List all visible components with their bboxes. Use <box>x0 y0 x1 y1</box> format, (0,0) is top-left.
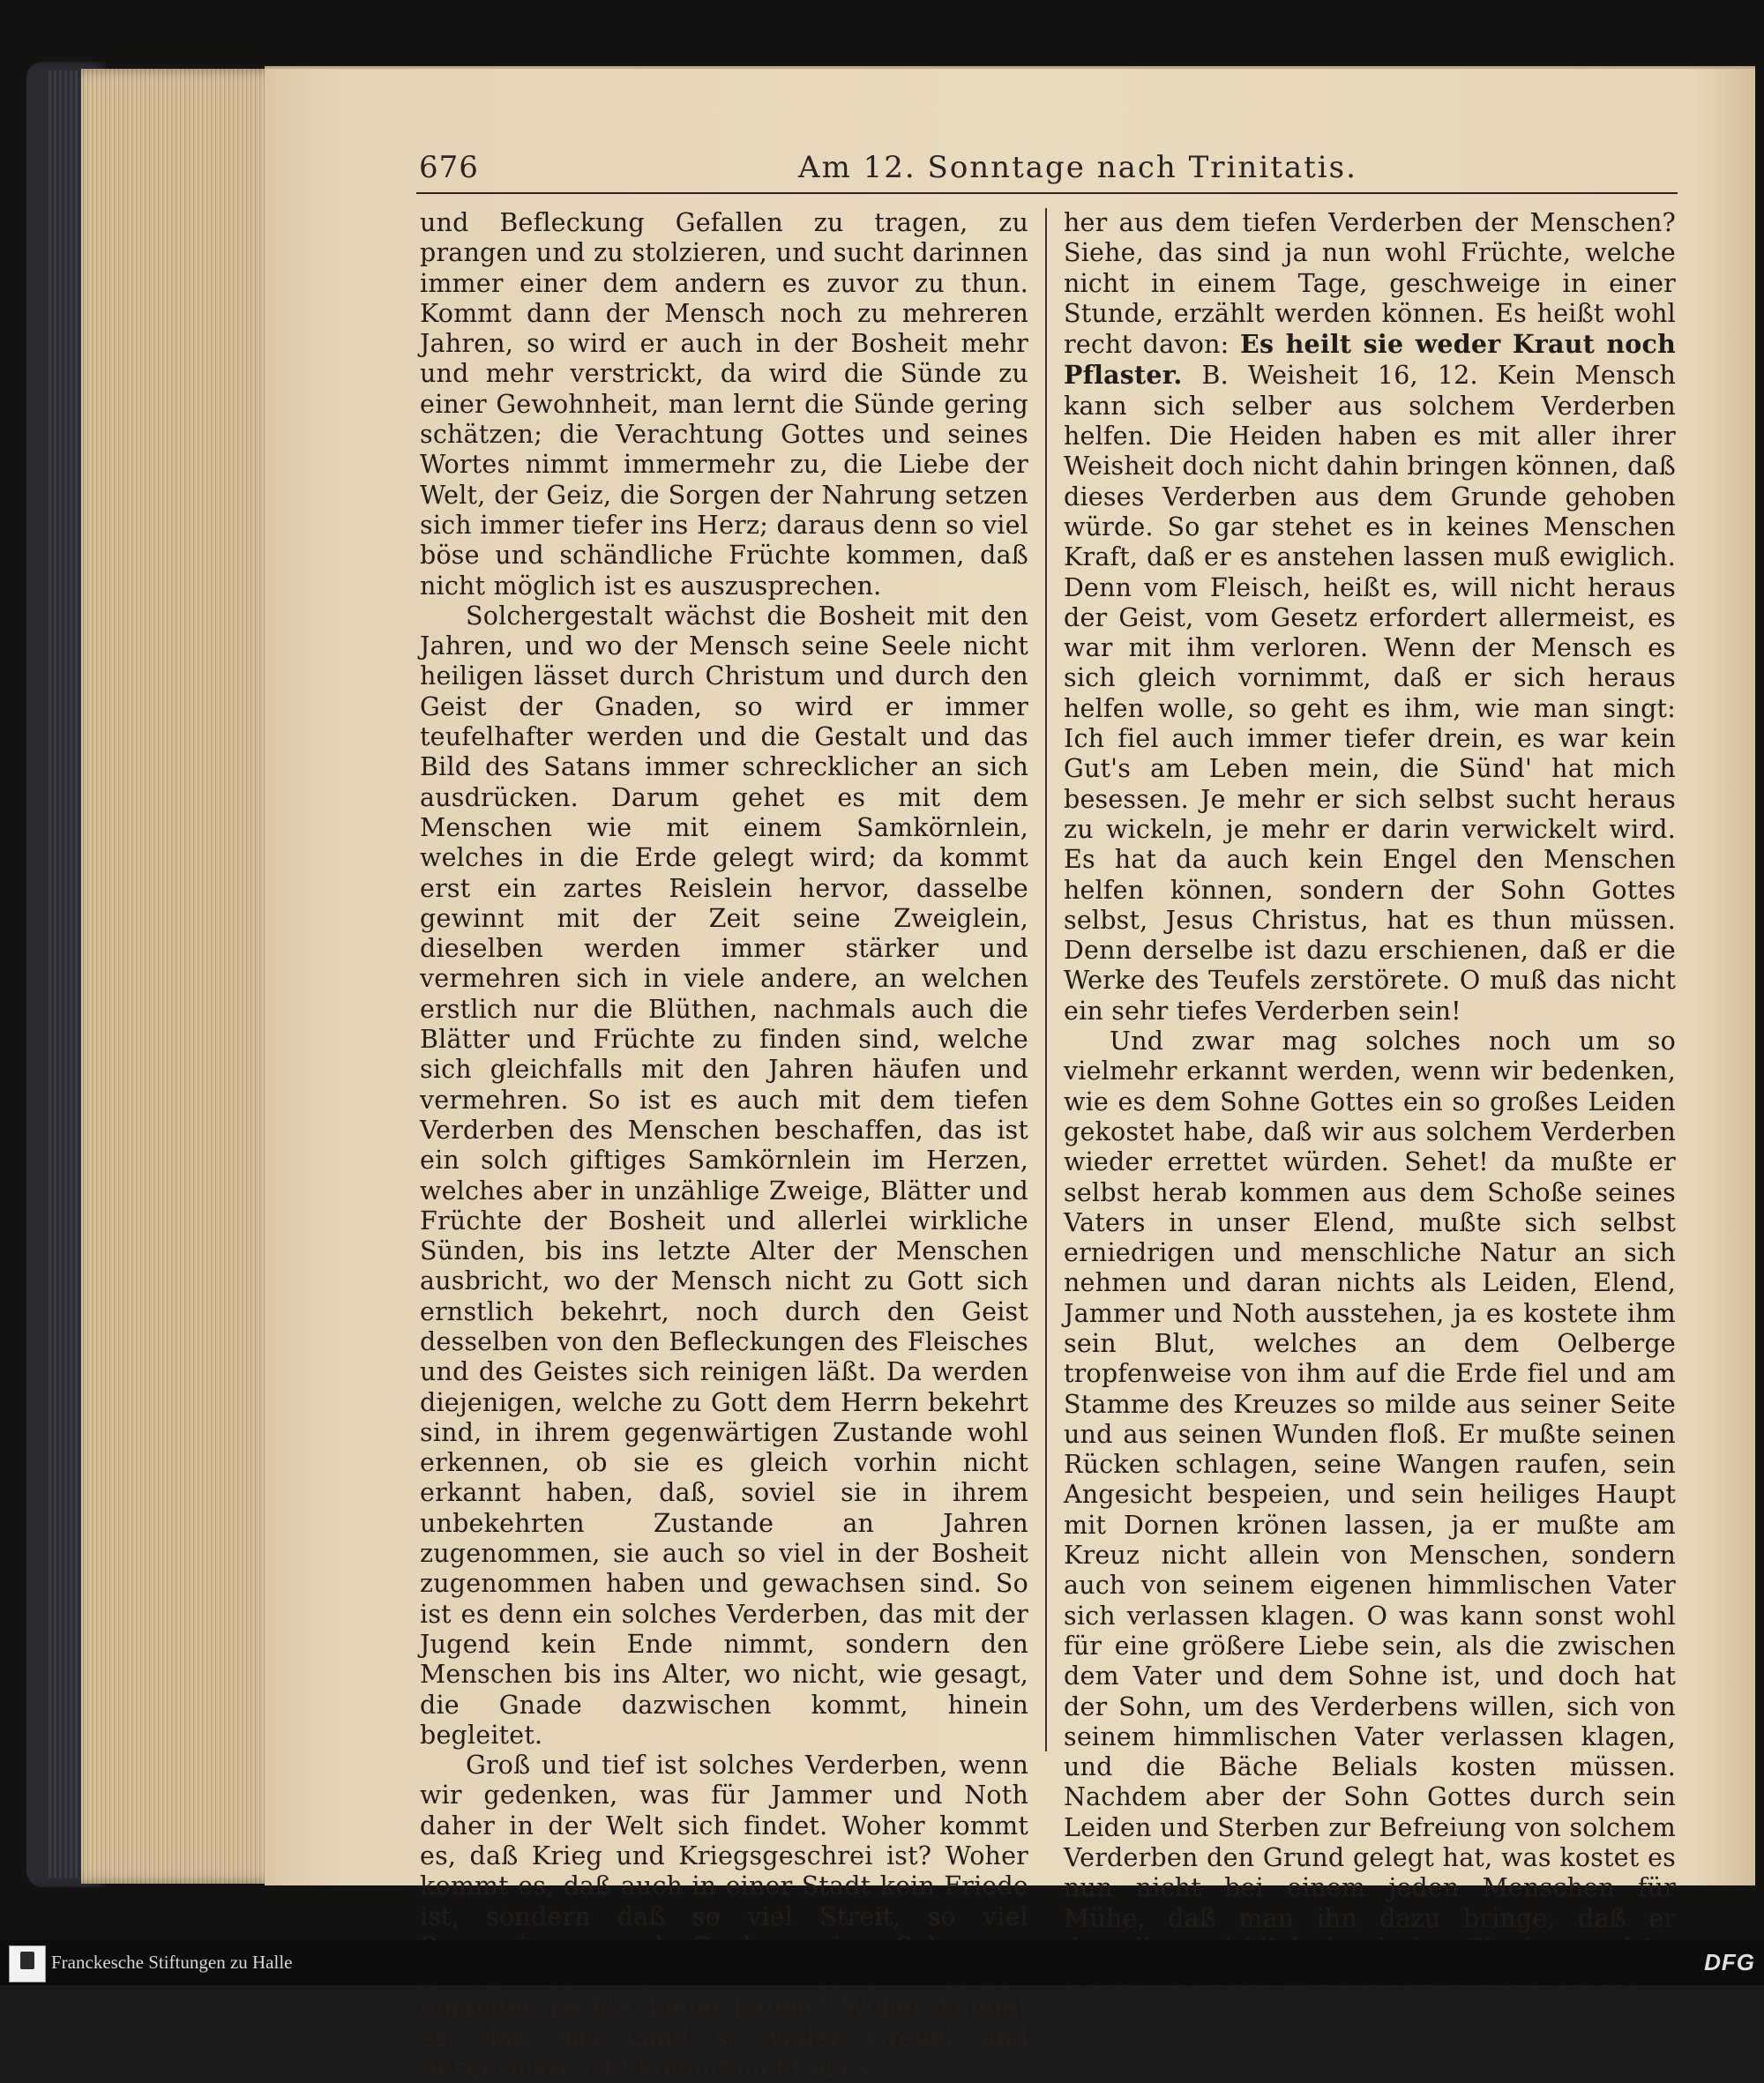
right-paragraph-1 <box>1064 208 1676 1027</box>
page-number: 676 <box>419 150 479 185</box>
page-stack-edges <box>81 69 284 1884</box>
institution-name[interactable]: Franckesche Stiftungen zu Halle <box>51 1952 293 1973</box>
page-header <box>416 148 1678 194</box>
left-paragraph-3: Groß und tief ist solches Verderben, wenn wir gedenken, was für Jammer und Noth daher in der Welt sich findet. Woher kommt es, daß Krieg und Kriegsgeschrei ist? Woher kommt es, daß auch in einer Stadt kein Friede ist, sondern daß so viel Streit, so viel einander rechte Liebe haben? Woher kommt es, daß das Land so voller Greuel und Aergernisse ist? Kommt nicht alles <box>420 1751 1028 2083</box>
right-paragraph-2: Und zwar mag solches noch um so vielmehr erkannt werden, wenn wir bedenken, wie es dem Sohne Gottes ein so großes Leiden gekostet habe, daß wir aus solchem Verderben wieder errettet würden. Sehet! da mußte er selbst herab kommen aus dem Schoße seines Vaters in unser Elend, mußte sich selbst erniedrigen und menschliche Natur an sich nehmen und daran nichts als Leiden, Elend, Jammer und Noth ausstehen, ja es kostete ihm sein Blut, welches an dem Oelberge tropfenweise von ihm auf die Erde fiel und am Stamme des Kreuzes so milde aus seiner Seite und aus seinen Wunden floß. Er mußte seinen Rücken schlagen, seine Wangen raufen, sein Angesicht bespeien, und sein heiliges Haupt mit Dornen krönen lassen, ja er mußte am Kreuz nicht allein von Menschen, sondern auch von seinem eigenen himmlischen Vater sich verlassen klagen. O was kann sonst wohl für eine größere Liebe sein, als die zwischen dem Vater und dem Sohne ist, und doch hat der Sohn, um des Verderbens willen, sich von seinem himmlischen Vater verlassen klagen, und die Bäche Belials kosten müssen. Nachdem aber der Sohn Gottes durch sein Leiden und Sterben zur Befreiung von solchem Verderben den Grund gelegt hat, was kostet es nun nicht bei einem jeden Menschen für Mühe, daß man ihn dazu bringe, daß er <box>1064 1027 1676 1933</box>
dfg-logo: DFG <box>1704 1949 1755 1975</box>
right-column <box>1064 208 1676 1995</box>
left-paragraph-2: Solchergestalt wächst die Bosheit mit den Jahren, und wo der Mensch seine Seele nicht heiligen lässet durch Christum und durch den Geist der Gnaden, so wird er immer teufelhafter werden und die Gestalt und das Bild des Satans immer schrecklicher an sich ausdrücken. Darum gehet es mit dem Menschen wie mit einem Samkörnlein, welches in die Erde gelegt wird; da kommt erst ein zartes Reislein hervor, dasselbe gewinnt mit der Zeit seine Zweiglein, dieselben werden immer stärker und vermehren sich in viele andere, an welchen erstlich nur die Blüthen, nachmals auch die Blätter und Früchte zu finden sind, welche sich gleichfalls mit den Jahren häufen und vermehren. So ist es auch mit dem tiefen Verderben des Menschen beschaffen, das ist ein solch giftiges Samkörnlein im Herzen, welches aber in unzählige Zweige, Blätter und Früchte der Bosheit und allerlei wirkliche Sünden, bis ins letzte Alter der Menschen ausbricht, wo der Mensch nicht zu Gott sich ernstlich bekehrt, noch durch den Geist desselben von den Befleckungen des Fleisches und des Geistes sich reinigen läßt. Da werden diejenigen, welche zu Gott dem Herrn bekehrt sind, in ihrem gegenwärtigen Zustande wohl erkennen, ob sie es gleich vorhin nicht erkannt haben, daß, soviel sie in ihrem unbekehrten Zustande an Jahren zugenommen, sie auch so viel in der Bosheit zugenommen haben und gewachsen sind. So ist es denn ein solches Verderben, das mit der Jugend kein Ende nimmt, sondern den Menschen bis ins Alter, wo nicht, wie gesagt, die Gnade dazwischen kommt, hinein begleitet. <box>420 601 1028 1750</box>
column-divider <box>1045 208 1047 1751</box>
viewer-footer <box>0 1940 1764 1985</box>
scripture-quote-bold: Es heilt sie weder Kraut noch Pflaster. <box>1064 329 1676 391</box>
running-title: Am 12. Sonntage nach Trinitatis. <box>798 150 1357 185</box>
left-paragraph-1: und Befleckung Gefallen zu tragen, zu prangen und zu stolzieren, und sucht darinnen immer einer dem andern es zuvor zu thun. Kommt dann der Mensch noch zu mehreren Jahren, so wird er auch in der Bosheit mehr und mehr verstrickt, da wird die Sünde zu einer Gewohnheit, man lernt die Sünde gering schätzen; die Verachtung Gottes und seines Wortes nimmt immermehr zu, die Liebe der Welt, der Geiz, die Sorgen der Nahrung setzen sich immer tiefer ins Herz; daraus denn so viel böse und schändliche Früchte kommen, daß nicht möglich ist es auszusprechen. <box>420 208 1028 601</box>
institution-seal-icon <box>9 1945 46 1982</box>
right-paragraph-1-text-a: her aus dem tiefen Verderben der Menschen? Siehe, das sind ja nun wohl Früchte, welche nicht in einem Tage, geschweige in einer Stunde, erzählt werden können. Es heißt wohl recht davon: <box>1064 208 1676 360</box>
left-column <box>420 208 1028 2083</box>
right-paragraph-1-text-b: B. Weisheit 16, 12. Kein Mensch kann sich selber aus solchem Verderben helfen. Die Heiden haben es mit aller ihrer Weisheit doch nicht dahin bringen können, daß dieses Verderben aus dem Grunde gehoben würde. So gar stehet es in keines Menschen Kraft, daß er es anstehen lassen muß ewiglich. Denn vom Fleisch, heißt es, will nicht heraus der Geist, vom Gesetz erfordert allermeist, es war mit ihm verloren. Wenn der Mensch es sich gleich vornimmt, daß er sich heraus helfen wolle, so geht es ihm, wie man singt: Ich fiel auch immer tiefer drein, es war kein Gut's am Leben mein, die Sünd' hat mich besessen. Je mehr er sich selbst sucht heraus zu wickeln, je mehr er darin verwickelt wird. Es hat da auch kein Engel den Menschen helfen können, sondern der Sohn Gottes selbst, Jesus Christus, hat es thun müssen. Denn derselbe ist dazu erschienen, daß er die Werke des Teufels zerstörete. O muß das nicht ein sehr tiefes Verderben sein! <box>1064 361 1676 1026</box>
